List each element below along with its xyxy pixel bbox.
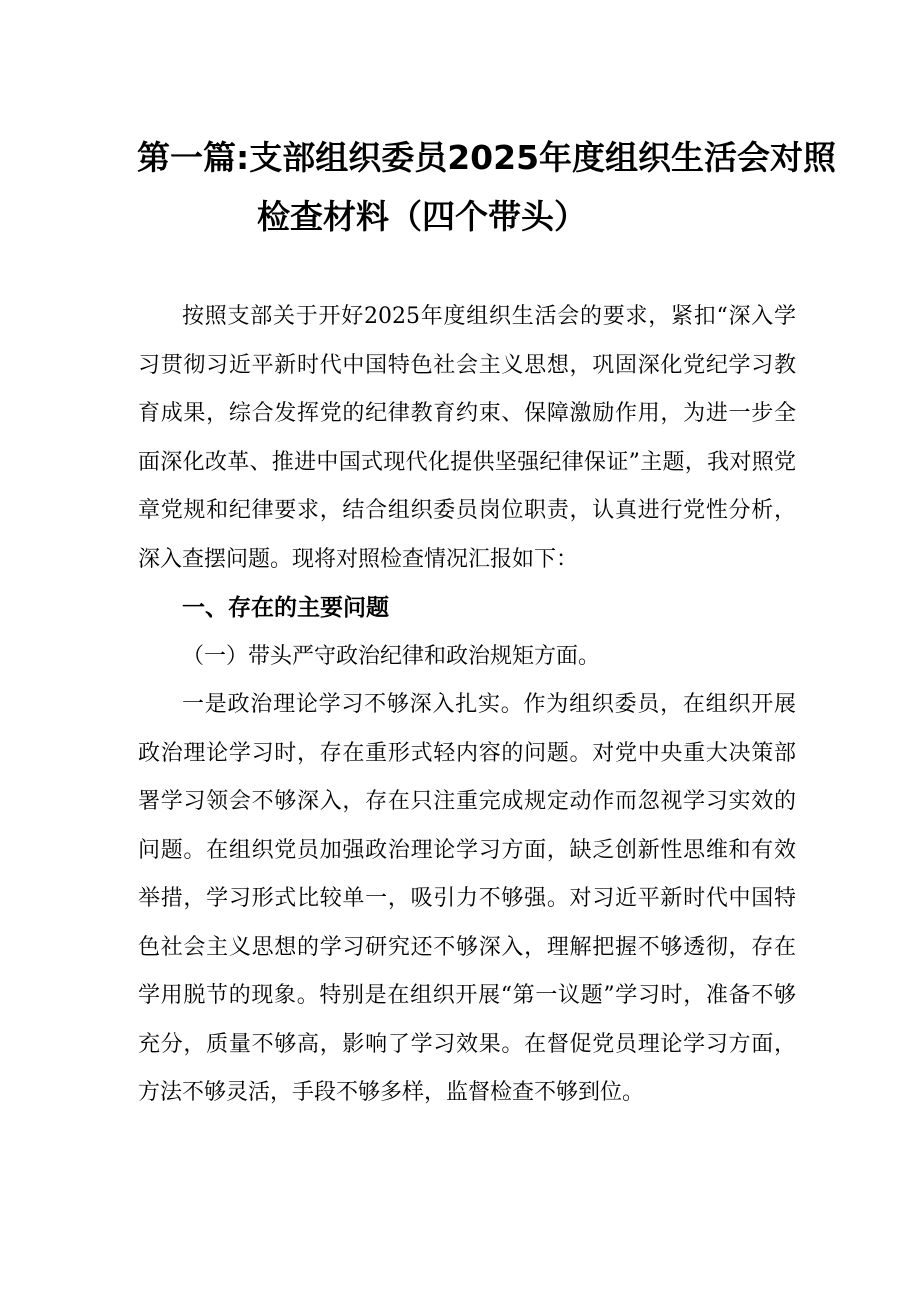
document-title-line-1: 第一篇:支部组织委员2025年度组织生活会对照 bbox=[137, 138, 837, 177]
document-title-line-2: 检查材料（四个带头） bbox=[257, 197, 587, 236]
section-1-heading: 一、存在的主要问题 bbox=[182, 595, 389, 621]
subsection-1-heading: （一）带头严守政治纪律和政治规矩方面。 bbox=[182, 643, 601, 669]
intro-paragraph: 按照支部关于开好2025年度组织生活会的要求，紧扣“深入学习贯彻习近平新时代中国特色社会主义思想，巩固深化党纪学习教育成果，综合发挥党的纪律教育约束、保障激励作用，为进一步全面深化改革、推进中国式现代化提供坚强纪律保证”主题，我对照党章党规和纪律要求，结合组织委员岗位职责，认真进行党性分析，深入查摆问题。现将对照检查情况汇报如下： bbox=[138, 304, 796, 572]
paragraph-1: 一是政治理论学习不够深入扎实。作为组织委员，在组织开展政治理论学习时，存在重形式轻内容的问题。对党中央重大决策部署学习领会不够深入，存在只注重完成规定动作而忽视学习实效的问题。在组织党员加强政治理论学习方面，缺乏创新性思维和有效举措，学习形式比较单一，吸引力不够强。对习近平新时代中国特色社会主义思想的学习研究还不够深入，理解把握不够透彻，存在学用脱节的现象。特别是在组织开展“第一议题”学习时，准备不够充分，质量不够高，影响了学习效果。在督促党员理论学习方面，方法不够灵活，手段不够多样，监督检查不够到位。 bbox=[138, 692, 796, 1105]
document-body bbox=[138, 293, 796, 1118]
